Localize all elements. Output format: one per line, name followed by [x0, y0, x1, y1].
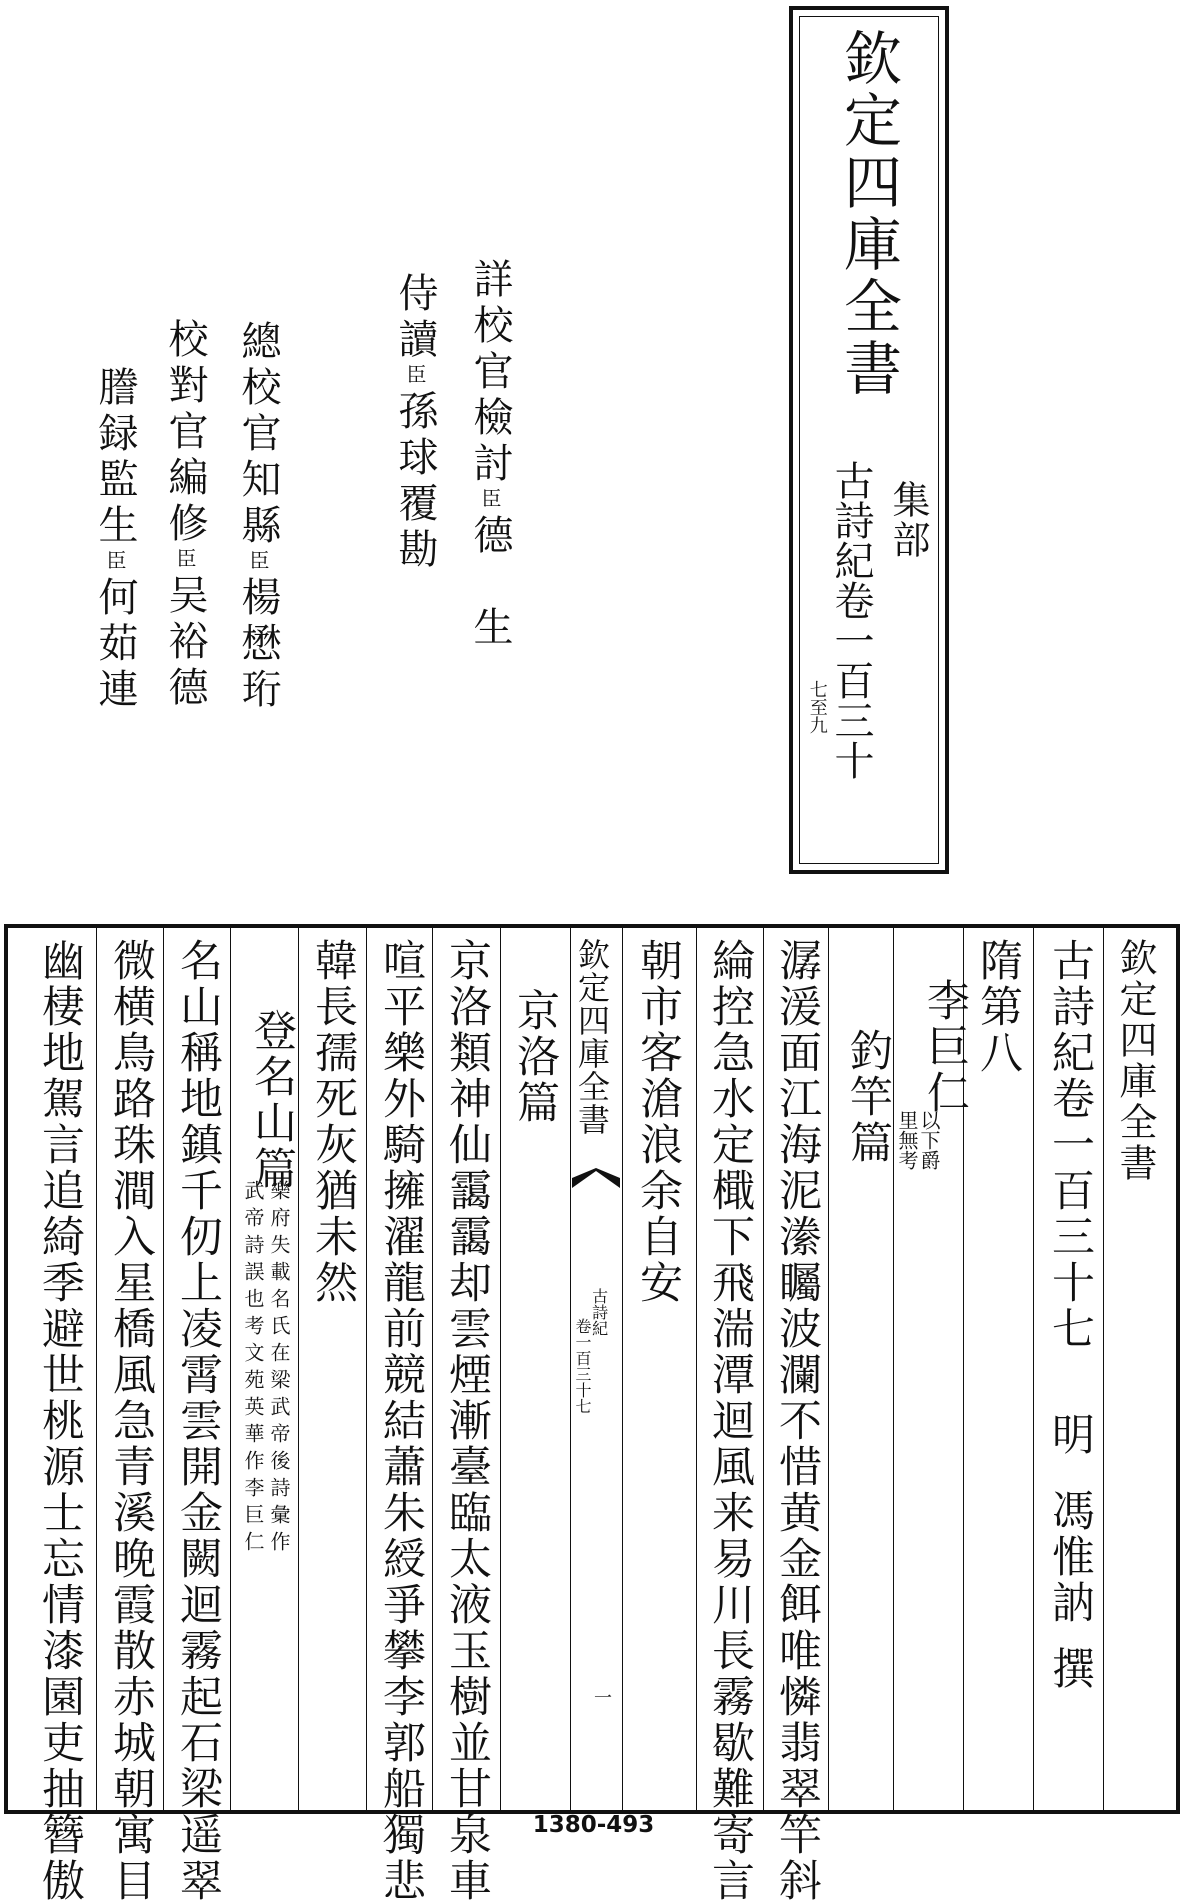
column-rule [432, 928, 433, 1810]
volume-note: 七至九 [806, 680, 828, 734]
credit-line [235, 320, 281, 714]
poem-line: 綸控急水定檝下飛湍潭迴風来易川長霧歇難寄言 [705, 938, 755, 1904]
section-label: 集部 [886, 480, 930, 560]
page-number: 一 [591, 1688, 612, 1706]
credit-title-char: 臣 [103, 550, 127, 576]
column-rule [1033, 928, 1034, 1810]
credit-role: 詳校官檢討 [467, 258, 513, 488]
poem-line: 潺湲面江海泥潫矚波瀾不惜黄金餌唯憐翡翠竿斜 [772, 938, 822, 1904]
column-rule [96, 928, 97, 1810]
poem-title: 登名山篇 [247, 1008, 297, 1192]
poet-note-2: 里無考 [895, 1110, 919, 1170]
column-rule [622, 928, 623, 1810]
column-rule [828, 928, 829, 1810]
center-subtitle [590, 1288, 608, 1336]
center-strip [570, 928, 622, 1810]
poem-line: 朝市客滄浪余自安 [633, 938, 683, 1306]
column-rule [893, 928, 894, 1810]
poem-line: 喧平樂外騎擁濯龍前競結蕭朱綬爭攀李郭船獨悲 [376, 938, 426, 1904]
fish-tail-mark [570, 1168, 622, 1190]
column-rule [696, 928, 697, 1810]
credit-role: 總校官知縣 [235, 320, 281, 550]
column-rule [500, 928, 501, 1810]
poet-note: 以下爵 [917, 1110, 941, 1170]
credit-title-char: 臣 [403, 364, 427, 390]
credit-title-char: 臣 [478, 488, 502, 514]
period-heading: 隋第八 [973, 938, 1023, 1076]
book-volume-line [1045, 938, 1095, 1692]
credit-name: 何茹連 [92, 576, 138, 714]
author-name: 馮惟訥 [1045, 1488, 1095, 1626]
credit-title-char: 臣 [246, 550, 270, 576]
author-dynasty: 明 [1045, 1412, 1095, 1458]
page-header: 欽定四庫全書 [1113, 938, 1157, 1184]
poet-line [920, 978, 970, 1116]
poem-line: 微横鳥路珠澗入星橋風急青溪晚霞散赤城朝寓目 [106, 938, 156, 1904]
credit-line [392, 272, 438, 574]
poet-name: 李巨仁 [920, 978, 970, 1116]
poem-title: 京洛篇 [510, 988, 560, 1126]
credit-role: 謄録監生 [92, 366, 138, 550]
folio-number: 1380-493 [532, 1812, 655, 1838]
poem-title: 釣竿篇 [843, 1028, 893, 1166]
credit-name: 楊懋珩 [235, 576, 281, 714]
credit-title-char: 臣 [173, 548, 197, 574]
credit-name: 德 生 [467, 514, 513, 652]
credit-line [162, 318, 208, 712]
book-volume: 古詩紀卷一百三十七 [1045, 938, 1095, 1352]
author-action: 撰 [1045, 1646, 1095, 1692]
poem-line: 名山稱地鎮千仞上凌霄雲開金闕迴霧起石梁遥翠 [173, 938, 223, 1904]
title-slip [789, 6, 949, 874]
column-rule [230, 928, 231, 1810]
poem-line: 韓長孺死灰猶未然 [308, 938, 358, 1306]
poem-note: 武帝詩誤也考文苑英華作李巨仁 [241, 1180, 265, 1558]
center-subtitle-book: 古詩紀 [589, 1288, 609, 1336]
poem-line: 幽棲地駕言追綺季避世桃源士忘情漆園吏抽簪傲 [35, 938, 85, 1904]
poem-note: 樂府失載名氏在梁武帝後詩彙作 [267, 1180, 291, 1558]
credit-role: 侍讀 [392, 272, 438, 364]
credit-name: 吴裕德 [162, 574, 208, 712]
credit-name: 孫球覆勘 [392, 390, 438, 574]
center-title: 欽定四庫全書 [573, 938, 611, 1136]
column-rule [163, 928, 164, 1810]
column-rule [366, 928, 367, 1810]
column-rule [763, 928, 764, 1810]
center-subtitle-volume: 卷一百三十七 [573, 1318, 592, 1414]
credit-role: 校對官編修 [162, 318, 208, 548]
collection-title: 欽定四庫全書 [834, 28, 902, 400]
credit-line [92, 366, 138, 714]
column-rule [298, 928, 299, 1810]
volume-label: 古詩紀卷一百三十 [828, 460, 874, 780]
poem-line: 京洛類神仙靄靄却雲煙漸臺臨太液玉樹並甘泉車 [442, 938, 492, 1904]
credit-line [467, 258, 513, 652]
column-rule [1103, 928, 1104, 1810]
